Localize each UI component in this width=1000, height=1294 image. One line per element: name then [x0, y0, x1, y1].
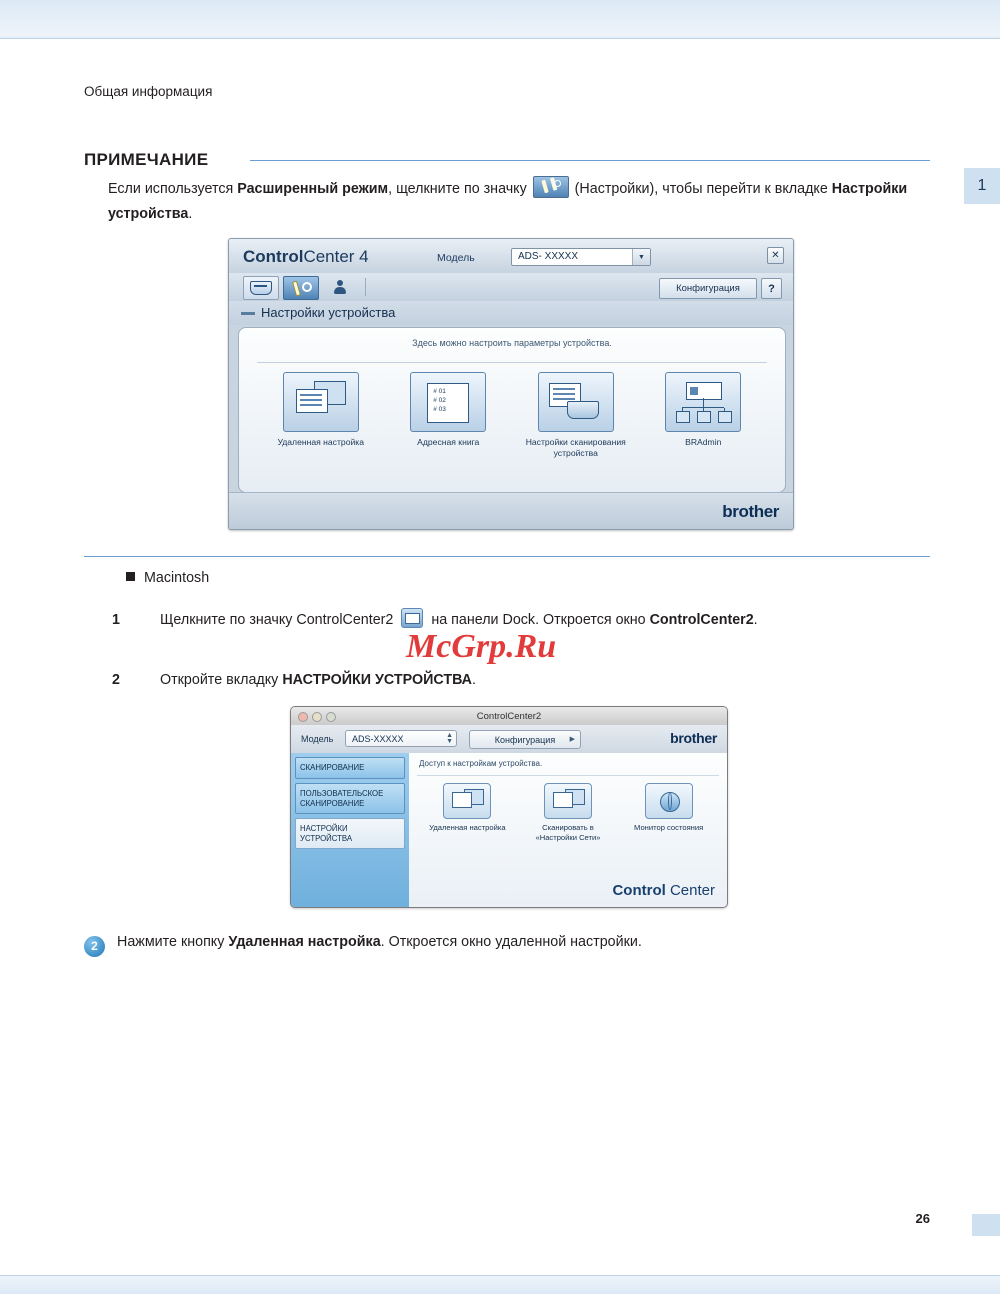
step2-text-c: .: [472, 672, 476, 688]
minimize-icon[interactable]: [312, 712, 322, 722]
cc4-item-address-book[interactable]: [392, 372, 504, 459]
scanner-icon: [250, 281, 272, 295]
note-text-1: Если используется: [108, 181, 238, 197]
cc4-logo-light: Center 4: [303, 247, 369, 266]
doc-front-shape: [553, 792, 573, 808]
scan-net-shape: [549, 383, 601, 421]
final-step-bold: Удаленная настройка: [228, 934, 381, 950]
scanner-device-shape: [567, 401, 599, 419]
step1-text-a: Щелкните по значку ControlCenter2: [160, 612, 398, 628]
cc4-footer: [229, 492, 793, 529]
cc4-item-label: Адресная книга: [417, 437, 480, 447]
bradmin-node-1: [676, 411, 690, 423]
person-icon: [333, 280, 347, 295]
cc2-footer-bold: Control: [612, 882, 666, 899]
cc2-main-note: Доступ к настройкам устройства.: [419, 759, 543, 768]
addr-line-2: # 02: [433, 397, 446, 404]
sidebar-item-scan[interactable]: СКАНИРОВАНИЕ: [295, 757, 405, 779]
macintosh-label: Macintosh: [144, 570, 210, 586]
bradmin-node-2: [697, 411, 711, 423]
cc2-item-remote-setup[interactable]: [421, 783, 513, 842]
cc4-item-remote-setup[interactable]: [265, 372, 377, 459]
watermark: McGrp.Ru: [406, 628, 557, 665]
cc4-tabbar: [229, 273, 793, 302]
cc2-item-scan-to-network-settings[interactable]: [522, 783, 614, 842]
gear-icon: [291, 281, 311, 295]
cc4-model-value: ADS- XXXXX: [518, 251, 579, 262]
final-step-text-a: Нажмите кнопку: [117, 934, 229, 950]
page-bottom-band: [0, 1275, 1000, 1294]
device-scan-settings-icon: [538, 372, 614, 432]
close-icon[interactable]: [298, 712, 308, 722]
cc2-item-list: [417, 783, 719, 842]
cc4-model-select[interactable]: [511, 248, 651, 266]
cc2-footer-light: Center: [665, 882, 715, 899]
tab-device-settings[interactable]: [283, 276, 319, 300]
page-top-band: [0, 0, 1000, 39]
note-bold-tab: Настройки устройства: [108, 181, 908, 222]
dash-icon: [241, 312, 255, 315]
configuration-button[interactable]: [469, 730, 581, 749]
step-number: 2: [112, 672, 120, 688]
cc2-main-panel: [409, 753, 727, 907]
footer-tab: [972, 1214, 1000, 1236]
address-book-lines: [427, 383, 469, 423]
cc4-section-title: Настройки устройства: [261, 305, 396, 320]
note-bottom-rule: [84, 556, 930, 557]
macintosh-bullet: [126, 570, 209, 586]
cc4-item-list: [257, 372, 767, 459]
controlcenter4-window-figure: [228, 238, 794, 530]
chevron-down-icon[interactable]: ▼: [632, 249, 650, 265]
help-button[interactable]: ?: [761, 278, 782, 299]
cc4-item-bradmin[interactable]: [647, 372, 759, 459]
brother-logo: brother: [670, 730, 717, 746]
window-controls[interactable]: [298, 712, 336, 722]
cc2-sidebar: [291, 753, 410, 907]
page-top-band-inner: [0, 0, 1000, 36]
cc2-item-label: Сканировать в «Настройки Сети»: [535, 823, 601, 842]
cc4-item-device-scan-settings[interactable]: [520, 372, 632, 459]
step-number: 1: [112, 612, 120, 628]
tab-scan[interactable]: [243, 276, 279, 300]
note-title-rule: [250, 160, 930, 161]
note-text-2: , щелкните по значку: [388, 181, 531, 197]
note-title: ПРИМЕЧАНИЕ: [84, 150, 209, 169]
controlcenter2-window-figure: [290, 706, 728, 908]
cc4-item-label: BRAdmin: [685, 437, 722, 447]
cc2-model-label: Модель: [301, 734, 334, 744]
cc4-item-label: Удаленная настройка: [277, 437, 365, 447]
tab-divider: [365, 278, 366, 296]
cc2-item-label: Удаленная настройка: [429, 823, 506, 832]
cc2-config-label: Конфигурация: [494, 734, 556, 745]
addr-line-1: # 01: [433, 388, 446, 395]
brother-logo: brother: [722, 502, 779, 521]
remote-setup-icon: [443, 783, 491, 819]
status-monitor-icon: [645, 783, 693, 819]
cc2-main-divider: [417, 775, 719, 776]
chevron-updown-icon[interactable]: ▲ ▼: [446, 732, 453, 745]
remote-setup-icon: [283, 372, 359, 432]
final-step: [84, 930, 924, 957]
cc4-panel-note: Здесь можно настроить параметры устройства.: [412, 338, 612, 348]
note-body: [108, 176, 920, 227]
note-text-3: (Настройки), чтобы перейти к вкладке: [570, 181, 832, 197]
step1-bold: ControlCenter2: [649, 612, 754, 628]
bradmin-icon: [665, 372, 741, 432]
bradmin-shape: [676, 382, 730, 422]
tab-support[interactable]: [323, 276, 357, 298]
cc4-model-label: Модель: [437, 252, 475, 264]
cc4-panel-divider: [257, 362, 767, 363]
dock-controlcenter2-icon: [401, 608, 423, 628]
step-badge: 2: [84, 936, 105, 957]
page-number: 26: [915, 1211, 930, 1226]
cc2-model-select[interactable]: [345, 730, 457, 747]
controlcenter-footer-logo: [612, 882, 715, 899]
final-step-text-b: . Откроется окно удаленной настройки.: [380, 934, 642, 950]
cc2-toolbar: [291, 725, 727, 754]
configuration-button[interactable]: Конфигурация: [659, 278, 757, 299]
sidebar-item-custom-scan[interactable]: ПОЛЬЗОВАТЕЛЬСКОЕ СКАНИРОВАНИЕ: [295, 783, 405, 814]
note-text-4: .: [188, 206, 193, 222]
square-bullet-icon: [126, 572, 135, 581]
cc2-item-status-monitor[interactable]: [623, 783, 715, 842]
cc4-item-label: Настройки сканирования устройства: [525, 437, 626, 458]
chapter-header: Общая информация: [84, 84, 213, 99]
step1-text-c: .: [753, 612, 758, 628]
cc4-logo: [243, 247, 369, 267]
cc2-model-value: ADS-XXXXX: [352, 734, 404, 744]
maximize-icon[interactable]: [326, 712, 336, 722]
cc4-section-header: [229, 301, 793, 325]
note-bold-mode: Расширенный режим: [237, 181, 389, 197]
bradmin-box: [686, 382, 722, 400]
mac-step-2: [112, 668, 900, 693]
cc2-titlebar: [291, 707, 727, 726]
globe-shape: [660, 792, 680, 812]
sidebar-item-device-settings[interactable]: НАСТРОЙКИ УСТРОЙСТВА: [295, 818, 405, 849]
step1-text-b: на панели Dock. Откроется окно: [427, 612, 650, 628]
bradmin-vline: [703, 398, 704, 407]
addr-line-3: # 03: [433, 406, 446, 413]
cc2-item-label: Монитор состояния: [634, 823, 704, 832]
cc4-titlebar: [229, 239, 793, 274]
step2-bold: НАСТРОЙКИ УСТРОЙСТВА: [282, 672, 473, 688]
close-icon[interactable]: ✕: [767, 247, 784, 264]
address-book-icon: [410, 372, 486, 432]
cc2-window-title: ControlCenter2: [476, 710, 542, 722]
step-text: [160, 668, 900, 693]
scan-to-network-settings-icon: [544, 783, 592, 819]
settings-icon: [533, 176, 569, 198]
chapter-tab: 1: [964, 168, 1000, 204]
doc-front-shape: [452, 792, 472, 808]
cc4-logo-bold: Control: [243, 247, 304, 266]
chevron-right-icon: ▶: [569, 736, 575, 743]
step2-text-a: Откройте вкладку: [160, 672, 283, 688]
cc4-content-panel: [238, 327, 786, 493]
bradmin-node-3: [718, 411, 732, 423]
doc-front-shape: [296, 389, 328, 413]
